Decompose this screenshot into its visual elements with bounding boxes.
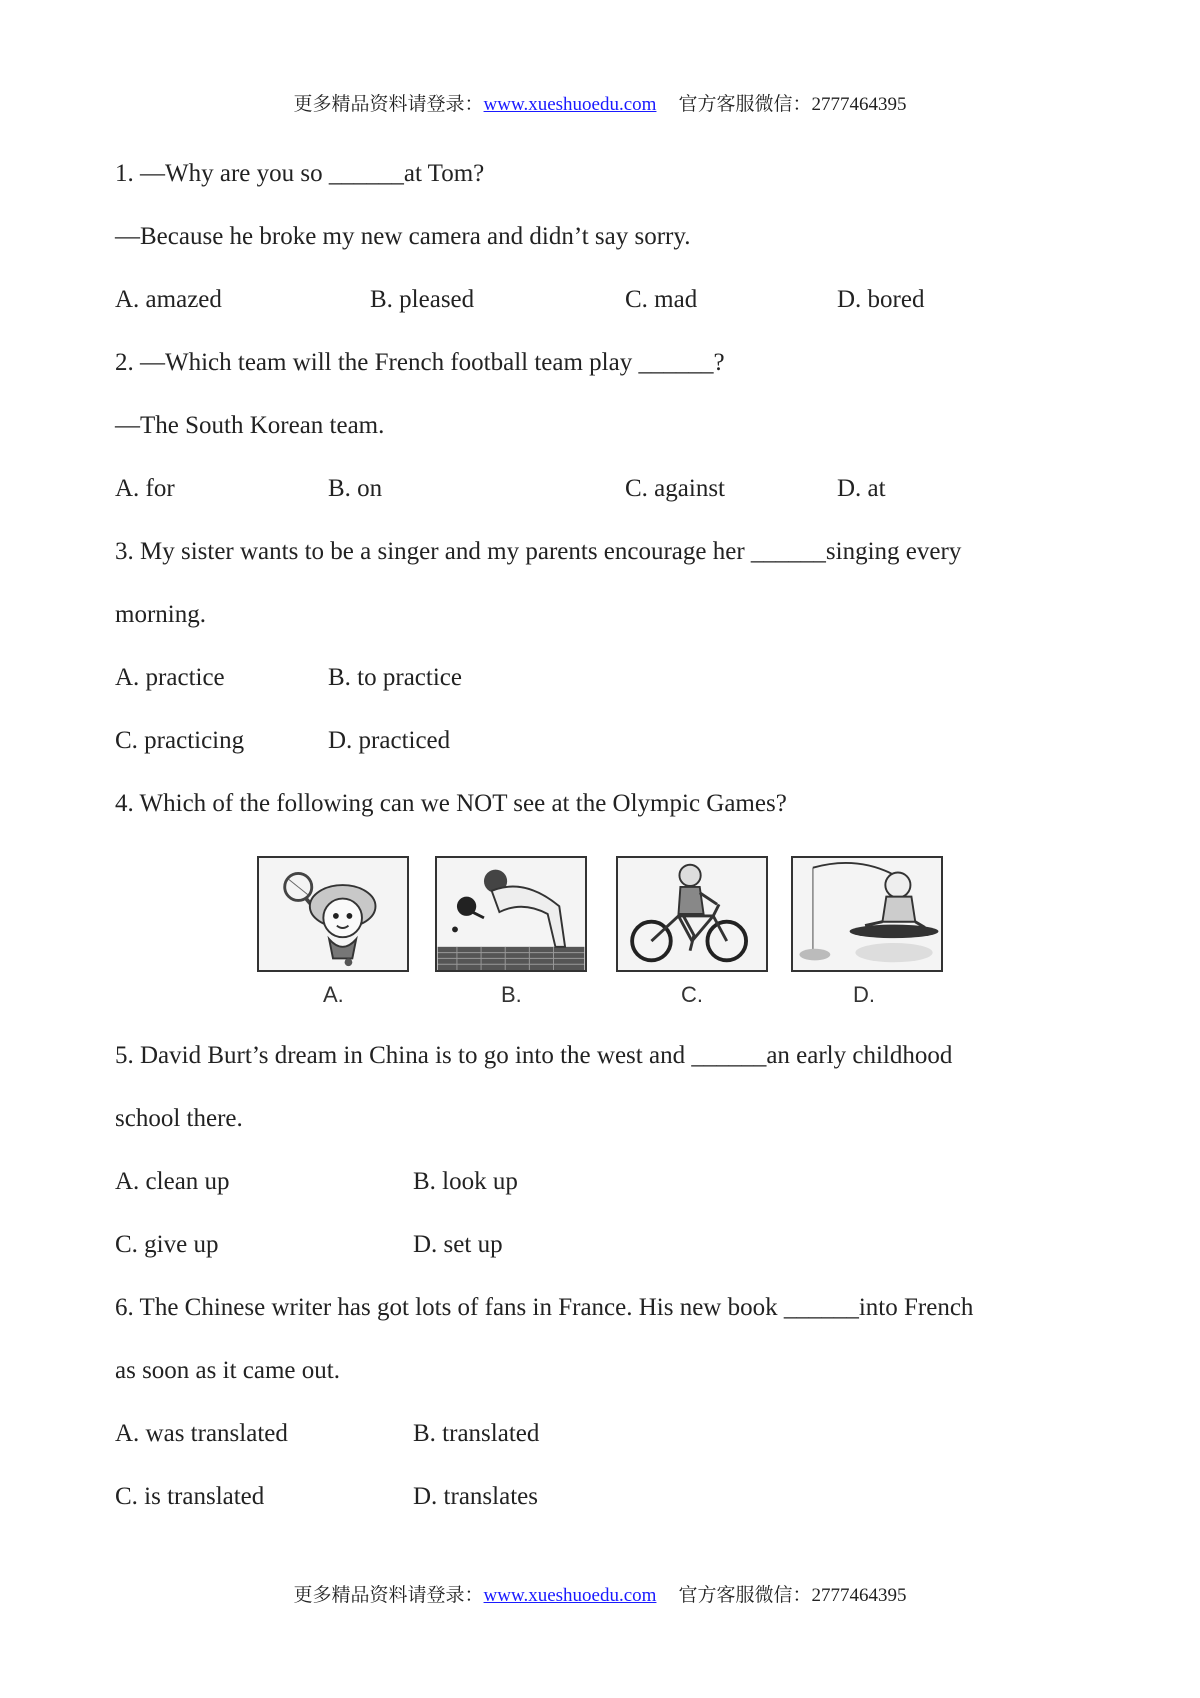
question-2-option-d[interactable]: D. at [837,475,886,502]
question-3-option-b[interactable]: B. to practice [328,664,462,691]
question-6-stem-line1: 6. The Chinese writer has got lots of fans in France. His new book ______into French [115,1294,974,1321]
question-2-option-a[interactable]: A. for [115,475,175,502]
question-1-stem: 1. —Why are you so ______at Tom? [115,160,485,187]
picture-label-a: A. [323,982,344,1007]
question-5-option-b[interactable]: B. look up [413,1168,518,1195]
question-3-stem-line2: morning. [115,601,206,628]
question-2-stem: 2. —Which team will the French football team play ______? [115,349,725,376]
question-6-option-d[interactable]: D. translates [413,1483,538,1510]
question-2-option-b[interactable]: B. on [328,475,383,502]
question-1-option-d[interactable]: D. bored [837,286,925,313]
question-6-option-c[interactable]: C. is translated [115,1483,265,1510]
question-6-stem-line2: as soon as it came out. [115,1357,340,1384]
fishing-icon [793,858,941,970]
question-4-stem: 4. Which of the following can we NOT see at the Olympic Games? [115,790,787,817]
question-5-stem-line2: school there. [115,1105,243,1132]
question-2-option-c[interactable]: C. against [625,475,725,502]
page-header [0,89,1200,116]
header-link[interactable]: www.xueshuoedu.com [483,94,657,115]
table-tennis-player-icon [437,858,585,970]
question-5-stem-line1: 5. David Burt’s dream in China is to go into the west and ______an early childhood [115,1042,953,1069]
question-1-option-b[interactable]: B. pleased [370,286,475,313]
question-5-option-d[interactable]: D. set up [413,1231,503,1258]
footer-link[interactable]: www.xueshuoedu.com [483,1585,657,1606]
option-d-picture[interactable] [791,856,943,972]
question-1-option-c[interactable]: C. mad [625,286,698,313]
picture-label-b: B. [501,982,522,1007]
question-3-option-c[interactable]: C. practicing [115,727,245,754]
question-5-option-c[interactable]: C. give up [115,1231,219,1258]
question-1-reply: —Because he broke my new camera and didn’t say sorry. [115,223,691,250]
question-5-option-a[interactable]: A. clean up [115,1168,230,1195]
page-footer [0,1580,1200,1607]
footer-service: 官方客服微信：2777464395 [678,1585,907,1606]
header-prefix: 更多精品资料请登录： [293,94,484,115]
header-service: 官方客服微信：2777464395 [678,94,907,115]
question-2-reply: —The South Korean team. [115,412,385,439]
picture-label-c: C. [681,982,703,1007]
cyclist-icon [618,858,766,970]
question-3-option-d[interactable]: D. practiced [328,727,451,754]
question-3-stem-line1: 3. My sister wants to be a singer and my parents encourage her ______singing every [115,538,962,565]
tennis-player-icon [259,858,407,970]
option-b-picture[interactable] [435,856,587,972]
option-c-picture[interactable] [616,856,768,972]
question-6-option-a[interactable]: A. was translated [115,1420,288,1447]
question-6-option-b[interactable]: B. translated [413,1420,540,1447]
option-a-picture[interactable] [257,856,409,972]
question-1-option-a[interactable]: A. amazed [115,286,222,313]
picture-label-d: D. [853,982,875,1007]
footer-prefix: 更多精品资料请登录： [293,1585,484,1606]
question-3-option-a[interactable]: A. practice [115,664,225,691]
